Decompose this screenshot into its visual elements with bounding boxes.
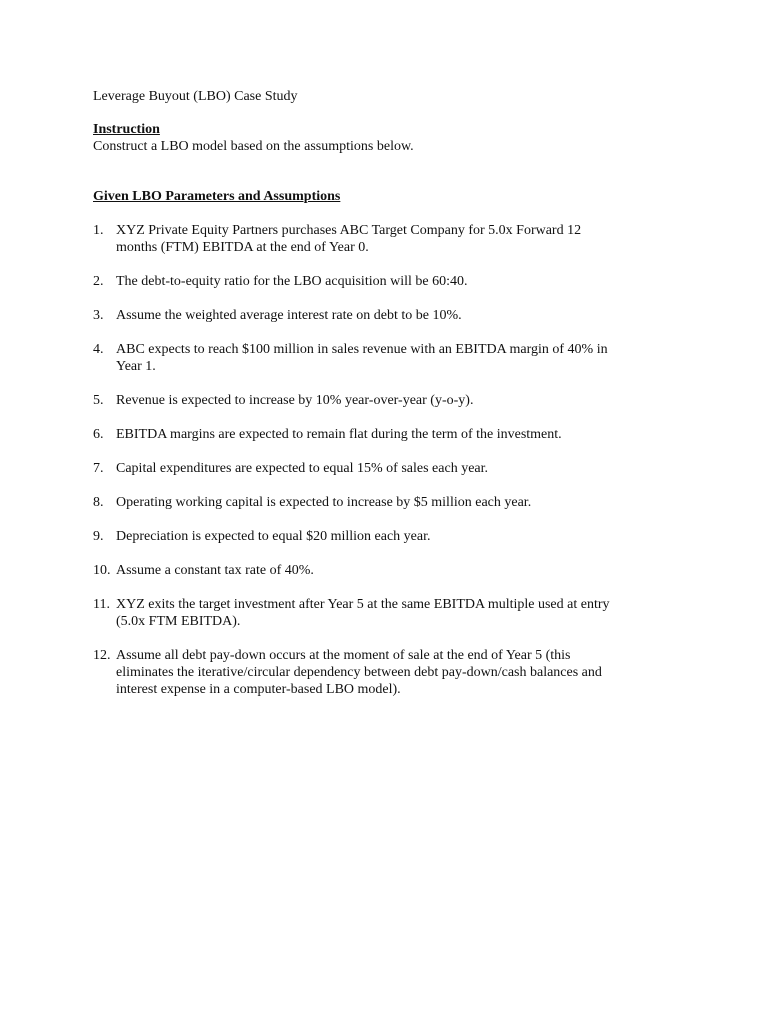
item-text: Operating working capital is expected to increase by $5 million each year.: [116, 495, 532, 510]
list-item: [93, 494, 673, 511]
item-text: ABC expects to reach $100 million in sales revenue with an EBITDA margin of 40% in Year 1.: [116, 342, 608, 374]
list-item: [93, 647, 673, 698]
item-text: XYZ Private Equity Partners purchases ABC Target Company for 5.0x Forward 12 months (FTM) EBITDA at the end of Year 0.: [116, 223, 582, 255]
item-text: Revenue is expected to increase by 10% year-over-year (y-o-y).: [116, 393, 474, 408]
list-item: [93, 426, 673, 443]
item-number: 7.: [93, 461, 104, 476]
instruction-text: Construct a LBO model based on the assumptions below.: [93, 139, 414, 154]
item-number: 9.: [93, 529, 104, 544]
item-number: 4.: [93, 342, 104, 357]
item-number: 12.: [93, 648, 111, 663]
item-text: Capital expenditures are expected to equal 15% of sales each year.: [116, 461, 489, 476]
list-item: [93, 307, 673, 324]
list-item: [93, 341, 673, 375]
item-number: 10.: [93, 563, 111, 578]
item-text: Assume a constant tax rate of 40%.: [116, 563, 314, 578]
list-item: [93, 528, 673, 545]
list-item: [93, 460, 673, 477]
item-text: Assume the weighted average interest rate on debt to be 10%.: [116, 308, 462, 323]
item-text: XYZ exits the target investment after Year 5 at the same EBITDA multiple used at entry (5.0x FTM EBITDA).: [116, 597, 610, 629]
item-number: 2.: [93, 274, 104, 289]
list-item: [93, 596, 673, 630]
item-text: Depreciation is expected to equal $20 million each year.: [116, 529, 431, 544]
instruction-heading: Instruction: [93, 122, 160, 137]
item-text: EBITDA margins are expected to remain flat during the term of the investment.: [116, 427, 562, 442]
item-number: 11.: [93, 597, 110, 612]
list-item: [93, 222, 673, 256]
list-item: [93, 273, 673, 290]
document-title: Leverage Buyout (LBO) Case Study: [93, 89, 298, 104]
assumptions-heading: Given LBO Parameters and Assumptions: [93, 189, 341, 204]
assumptions-list: [93, 222, 673, 715]
list-item: [93, 562, 673, 579]
item-text: Assume all debt pay-down occurs at the moment of sale at the end of Year 5 (this eliminates the iterative/circular dependency between debt pay-down/cash balances and interest expense in a computer-based LBO model).: [116, 648, 602, 697]
item-number: 1.: [93, 223, 104, 238]
item-number: 3.: [93, 308, 104, 323]
item-number: 5.: [93, 393, 104, 408]
list-item: [93, 392, 673, 409]
item-text: The debt-to-equity ratio for the LBO acquisition will be 60:40.: [116, 274, 468, 289]
item-number: 6.: [93, 427, 104, 442]
item-number: 8.: [93, 495, 104, 510]
